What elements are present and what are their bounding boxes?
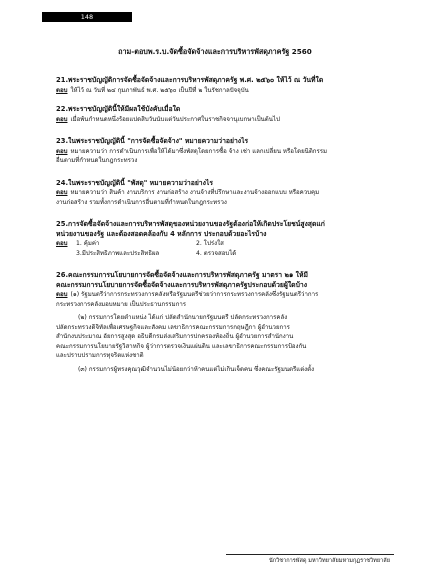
item-2-line: (๒) กรรมการโดยตำแหน่ง ได้แก่ ปลัดสำนักนายกรัฐมนตรี ปลัดกระทรวงการคลัง xyxy=(78,314,288,321)
question-24-answer xyxy=(56,188,394,198)
option-1: 1. คุ้มค่า xyxy=(76,240,100,247)
question-23-answer xyxy=(56,147,394,157)
answer-text: เมื่อพ้นกำหนดหนึ่งร้อยแปดสิบวันนับแต่วันประกาศในราชกิจจานุเบกษาเป็นต้นไป xyxy=(70,115,280,123)
question-23-heading: 23.ในพระราชบัญญัตินี้ "การจัดซื้อจัดจ้าง" หมายความว่าอย่างไร xyxy=(56,137,249,145)
question-25 xyxy=(56,220,394,259)
page-title: ถาม-ตอบพ.ร.บ.จัดซื้อจัดจ้างและการบริหารพัสดุภาครัฐ 2560 xyxy=(118,47,312,56)
question-21-heading: 21.พระราชบัญญัติการจัดซื้อจัดจ้างและการบริหารพัสดุภาครัฐ พ.ศ. ๒๕๖๐ ให้ไว้ ณ วันที่ใด xyxy=(56,76,324,84)
page-footer: นักวิชาการพัสดุ มหาวิทยาลัยมหามกุฏราชวิทยาลัย xyxy=(268,558,390,564)
answer-label: ตอบ xyxy=(56,240,68,247)
question-24-heading: 24.ในพระราชบัญญัตินี้ "พัสดุ" หมายความว่าอย่างไร xyxy=(56,178,214,187)
document-body xyxy=(56,76,394,374)
question-26-heading: 26.คณะกรรมการนโยบายการจัดซื้อจัดจ้างและการบริหารพัสดุภาครัฐ มาตรา ๒๑ ให้มี xyxy=(56,271,308,279)
question-24 xyxy=(56,179,394,208)
option-4: 4. ตรวจสอบได้ xyxy=(196,250,237,257)
answer-label: ตอบ xyxy=(56,291,68,298)
question-22-heading: 22.พระราชบัญญัตินี้ให้มีผลใช้บังคับเมื่อใด xyxy=(56,105,181,113)
question-26-answer xyxy=(56,290,394,300)
question-22 xyxy=(56,105,394,124)
answer-label: ตอบ xyxy=(56,115,68,123)
question-21-answer xyxy=(56,86,394,96)
item-3-line: (๓) กรรมการผู้ทรงคุณวุฒิจำนวนไม่น้อยกว่าห้าคนแต่ไม่เกินเจ็ดคน ซึ่งคณะรัฐมนตรีแต่งตั้ง xyxy=(78,365,315,373)
answer-label: ตอบ xyxy=(56,189,68,196)
item-2-line: ปลัดกระทรวงดิจิทัลเพื่อเศรษฐกิจและสังคม เลขาธิการคณะกรรมการกฤษฎีกา ผู้อำนวยการ xyxy=(56,323,290,331)
question-25-options xyxy=(56,239,394,259)
question-22-answer xyxy=(56,115,394,125)
question-26-answer-cont: กระทรวงการคลังมอบหมาย เป็นประธานกรรมการ xyxy=(56,300,187,308)
question-21 xyxy=(56,76,394,95)
answer-text: หมายความว่า การดำเนินการเพื่อให้ได้มาซึ่งพัสดุโดยการซื้อ จ้าง เช่า แลกเปลี่ยน หรือโดยนิติกรรม xyxy=(70,147,328,155)
question-23 xyxy=(56,137,394,166)
answer-text: หมายความว่า สินค้า งานบริการ งานก่อสร้าง งานจ้างที่ปรึกษาและงานจ้างออกแบบ หรือควบคุม xyxy=(70,189,320,196)
question-25-heading-cont: หน่วยงานของรัฐ และต้องสอดคล้องกับ 4 หลักการ ประกอบด้วยอะไรบ้าง xyxy=(56,229,267,238)
question-26 xyxy=(56,271,394,374)
footer-divider xyxy=(226,554,394,555)
item-2-line: และปราบปรามการทุจริตแห่งชาติ xyxy=(56,352,144,359)
answer-text: ให้ไว้ ณ วันที่ ๒๔ กุมภาพันธ์ พ.ศ. ๒๕๖๐ เป็นปีที่ ๒ ในรัชกาลปัจจุบัน xyxy=(70,86,249,94)
option-3: 3.มีประสิทธิภาพและประสิทธิผล xyxy=(76,250,160,257)
answer-text: (๑) รัฐมนตรีว่าการกระทรวงการคลังหรือรัฐมนตรีช่วยว่าการกระทรวงการคลังซึ่งรัฐมนตรีว่าการ xyxy=(70,291,319,298)
question-26-heading-cont: คณะกรรมการนโยบายการจัดซื้อจัดจ้างและการบริหารพัสดุภาครัฐประกอบด้วยผู้ใดบ้าง xyxy=(56,280,308,289)
question-24-answer-cont: งานก่อสร้าง รวมทั้งการดำเนินการอื่นตามที่กำหนดในกฎกระทรวง xyxy=(56,198,227,206)
question-23-answer-cont: อื่นตามที่กำหนดในกฎกระทรวง xyxy=(56,157,138,164)
item-2-line: สำนักงบประมาณ อัยการสูงสุด อธิบดีกรมส่งเสริมการปกครองท้องถิ่น ผู้อำนวยการสำนักงาน xyxy=(56,333,294,340)
option-2: 2. โปร่งใส xyxy=(196,240,224,247)
answer-label: ตอบ xyxy=(56,86,68,94)
item-2-line: คณะกรรมการนโยบายรัฐวิสาหกิจ ผู้ว่าการตรวจเงินแผ่นดิน และเลขาธิการคณะกรรมการป้องกัน xyxy=(56,342,307,350)
answer-label: ตอบ xyxy=(56,147,68,155)
question-25-heading: 25.การจัดซื้อจัดจ้างและการบริหารพัสดุของหน่วยงานของรัฐต้องก่อให้เกิดประโยชน์สูงสุดแก่ xyxy=(56,220,325,228)
page-number-tab: 148 xyxy=(42,12,132,22)
